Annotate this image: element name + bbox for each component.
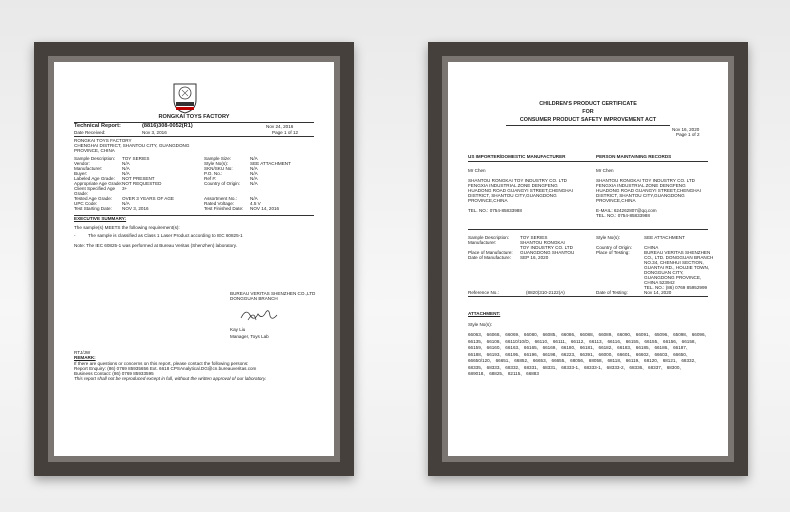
- issuer-branch: DONGGUAN BRANCH: [230, 296, 278, 301]
- style-label: Style No(s):: [468, 322, 492, 327]
- field-label: Labeled Age Grade:: [74, 176, 115, 181]
- field-value: OVER 3 YEARS OF AGE: [122, 196, 174, 201]
- field-value: N/A: [250, 171, 258, 176]
- records-title: PERSON MAINTAINING RECORDS: [596, 154, 672, 159]
- field-label: Country of Origin:: [204, 181, 240, 186]
- summary-item: The sample is classified as Class 1 Laser Product according to IEC 60825-1: [88, 233, 243, 238]
- field-label: Ref #:: [204, 176, 217, 181]
- testing-place-line: GUANTAI RD., HOUJIE TOWN,: [644, 265, 710, 270]
- note: Note: The IEC 60825-1 was performed at Bureau Veritas (Shenzhen) laboratory.: [74, 243, 237, 248]
- remark-line: If there are questions or concerns on this report, please contact the following persons:: [74, 361, 249, 366]
- page-number: Page 1 of 12: [272, 130, 299, 135]
- field-label: Buyer:: [74, 171, 88, 176]
- sample-value: GUANGDONG SHANTOU: [520, 250, 575, 255]
- style-line: 66159、 66160、 66163、 66165、 66169、 66180、 66181、 66182、 66183、 66185、 66186、 66187、: [468, 345, 691, 350]
- field-label: Appropriate Age Grade:: [74, 181, 123, 186]
- sample-value: SEE ATTACHMENT: [644, 235, 685, 240]
- importer-line: DISTRICT, SHANTOU CITY,GUANGDONG: [468, 193, 557, 198]
- field-label: UPC Code:: [74, 201, 98, 206]
- remark-line: Report Enquiry: (86) 0769 85935656 Ext. 6618 CPSAnalytical.DG@cn.bureauveritas.com: [74, 366, 257, 371]
- bureau-veritas-logo-icon: [171, 82, 199, 114]
- reference-number: (8820)310-2122(A): [526, 290, 565, 295]
- field-label: Rated Voltage:: [204, 201, 235, 206]
- remark-line: Business Contact: (86) 0769 85933595: [74, 371, 154, 376]
- report-label: Technical Report:: [74, 123, 121, 129]
- field-value: NOT REQUESTED: [122, 181, 162, 186]
- report-date: Nov 24, 2016: [266, 124, 294, 129]
- importer-title: US IMPORTER/DOMESTIC MANUFACTURER: [468, 154, 566, 159]
- field-value: N/A: [250, 156, 258, 161]
- certificate-frame-left: [34, 42, 354, 476]
- page-number: Page 1 of 2: [676, 132, 700, 137]
- testing-date-label: Date of Testing:: [596, 290, 628, 295]
- field-value: TOY SERIES: [122, 156, 150, 161]
- document-page-left: [54, 62, 334, 456]
- sample-value: CO., LTD. DONGGUAN BRANCH: [644, 255, 714, 260]
- address-line: CHENGHAI DISTRICT, SHANTOU CITY, GUANGDONG: [74, 143, 190, 148]
- field-value: SEE ATTACHMENT: [250, 161, 291, 166]
- field-value: N/A: [122, 171, 130, 176]
- style-line: 66650/120、 66651、 66852、 66653、 66655、 68056、 68058、 68118、 66119、 68120、 68121、 68332、: [468, 358, 699, 363]
- field-value: N/A: [250, 181, 258, 186]
- field-label: Tested Age Grade:: [74, 196, 113, 201]
- importer-line: PROVINCE,CHINA: [468, 198, 508, 203]
- field-label: P.O. No.:: [204, 171, 223, 176]
- field-label: Grade:: [74, 191, 89, 196]
- field-value: N/A: [122, 201, 130, 206]
- field-label: Style No(s):: [204, 161, 228, 166]
- field-value: N/A: [250, 176, 258, 181]
- testing-place-line: NO.34, CHENHUI SECTION,: [644, 260, 704, 265]
- attachment-title: ATTACHMENT:: [468, 311, 501, 316]
- bullet-icon: -: [74, 233, 76, 238]
- sample-value: BUREAU VERITAS SHENZHEN: [644, 250, 711, 255]
- style-line: 68335、 68333、 68332、 68331、 68331、 68333-1、 68333-1、 68333-2、 68336、 68337、 68300、: [468, 364, 685, 370]
- testing-place-line: DONGGUAN CITY,: [644, 270, 684, 275]
- records-line: SHANTOU RONGKAI TOY INDUSTRY CO. LTD: [596, 178, 695, 183]
- certificate-title: CHILDREN'S PRODUCT CERTIFICATE: [539, 101, 637, 107]
- field-value: N/A: [122, 166, 130, 171]
- field-value: N/A: [250, 196, 258, 201]
- sample-label: Date of Manufacture:: [468, 255, 511, 260]
- certificate-title: FOR: [582, 109, 594, 115]
- importer-line: TEL. NO.: 0754-85833988: [468, 208, 522, 213]
- sample-label: Style No(s):: [596, 235, 620, 240]
- summary-line: The sample(s) MEETS the following requirement(s):: [74, 225, 180, 230]
- importer-line: Mr Chen: [468, 168, 486, 173]
- style-line: 689018、 68825、 82115、 66883: [468, 371, 539, 376]
- sample-value: SHANTOU RONGKAI: [520, 240, 565, 245]
- field-value: 4.5 V: [250, 201, 261, 206]
- importer-line: SHANTOU RONGKAI TOY INDUSTRY CO. LTD: [468, 178, 567, 183]
- address-line: RONGKAI TOYS FACTORY: [74, 138, 132, 143]
- field-value: NOV 3, 2016: [122, 206, 149, 211]
- field-value: NOT PRESENT: [122, 176, 155, 181]
- company-name: RONGKAI TOYS FACTORY: [158, 114, 230, 120]
- testing-place-line: TEL. NO.: (86) 0769 85952999: [644, 285, 708, 290]
- sample-label: Place of Testing:: [596, 250, 630, 255]
- records-line: TEL. NO.: 0754-85833988: [596, 213, 650, 218]
- date-received-label: Date Received:: [74, 130, 106, 135]
- certificate-frame-right: [428, 42, 748, 476]
- field-label: Assortment No.:: [204, 196, 237, 201]
- records-line: HUADONG ROAD GUANGYI STREET,CHENGHAI: [596, 188, 701, 193]
- sample-label: Sample Description:: [468, 235, 510, 240]
- report-number: (8816)308-0052(R1): [142, 123, 193, 129]
- field-label: SKN/SKU No:: [204, 166, 233, 171]
- field-value: NOV 14, 2016: [250, 206, 280, 211]
- field-value: N/A: [122, 161, 130, 166]
- remark-title: REMARK:: [74, 355, 96, 360]
- sample-label: Manufacturer:: [468, 240, 497, 245]
- sample-value: TOY INDUSTRY CO. LTD: [520, 245, 573, 250]
- field-label: Sample Description:: [74, 156, 116, 161]
- signatory-name: Kay Liu: [230, 327, 246, 332]
- sample-value: SEP 16, 2020: [520, 255, 549, 260]
- style-line: 66188、 66193、 66195、 66196、 66198、 66223、 66391、 66000、 66601、 66602、 66603、 66650、: [468, 351, 691, 357]
- sample-label: Country of Origin:: [596, 245, 632, 250]
- importer-line: FENGXIA INDUSTRIAL ZONE DENGFENG: [468, 183, 558, 188]
- sample-value: CHINA: [644, 245, 659, 250]
- certificate-title: CONSUMER PRODUCT SAFETY IMPROVEMENT ACT: [519, 117, 657, 123]
- signatory-title: Manager, Toys Lab: [230, 334, 269, 339]
- style-line: 66063、 66068、 66069、 66080、 66085、 66086、 66088、 66089、 66090、 66091、 65096、 65098、 66096、: [468, 332, 710, 337]
- style-line: 66135、 66108、 66110/10/D、 66110、 66111、 66112、 66113、 66116、 66155、 66155、 66156、 66158、: [468, 338, 700, 344]
- field-label: Sample Size:: [204, 156, 232, 161]
- testing-place-line: GUANGDONG PROVINCE,: [644, 275, 702, 280]
- field-label: Test Starting Date:: [74, 206, 112, 211]
- executive-summary-title: EXECUTIVE SUMMARY:: [74, 216, 127, 221]
- reference-label: Reference No.:: [468, 290, 499, 295]
- address-line: PROVINCE, CHINA: [74, 148, 115, 153]
- document-page-right: [448, 62, 728, 456]
- records-line: Mr Chen: [596, 168, 614, 173]
- issuer-name: BUREAU VERITAS SHENZHEN CO.,LTD: [230, 291, 316, 296]
- records-line: FENGXIA INDUSTRIAL ZONE DENGFENG: [596, 183, 686, 188]
- records-line: PROVINCE,CHINA: [596, 198, 636, 203]
- field-value: 3+: [122, 186, 128, 191]
- signature-icon: [238, 306, 280, 324]
- rtj-code: RTJ/JW: [74, 350, 91, 355]
- records-line: E-MAIL: 624262807@qq.com: [596, 208, 657, 213]
- remark-line: This report shall not be reproduced except in full, without the written approval of our laboratory.: [74, 376, 267, 381]
- field-label: Test Finished Date:: [204, 206, 244, 211]
- field-label: Client Specified Age: [74, 186, 116, 191]
- certificate-date: Nov 16, 2020: [672, 127, 700, 132]
- field-label: Manufacturer:: [74, 166, 103, 171]
- testing-place-line: CHINA 523942: [644, 280, 675, 285]
- records-line: DISTRICT, SHANTOU CITY,GUANGDONG: [596, 193, 685, 198]
- testing-date: Nov 14, 2020: [644, 290, 672, 295]
- date-received: Nov 3, 2016: [142, 130, 167, 135]
- field-value: N/A: [250, 166, 258, 171]
- field-label: Vendor:: [74, 161, 90, 166]
- importer-line: HUADONG ROAD GUANGYI STREET,CHENGHAI: [468, 188, 573, 193]
- sample-value: TOY SERIES: [520, 235, 548, 240]
- sample-label: Place of Manufacture:: [468, 250, 513, 255]
